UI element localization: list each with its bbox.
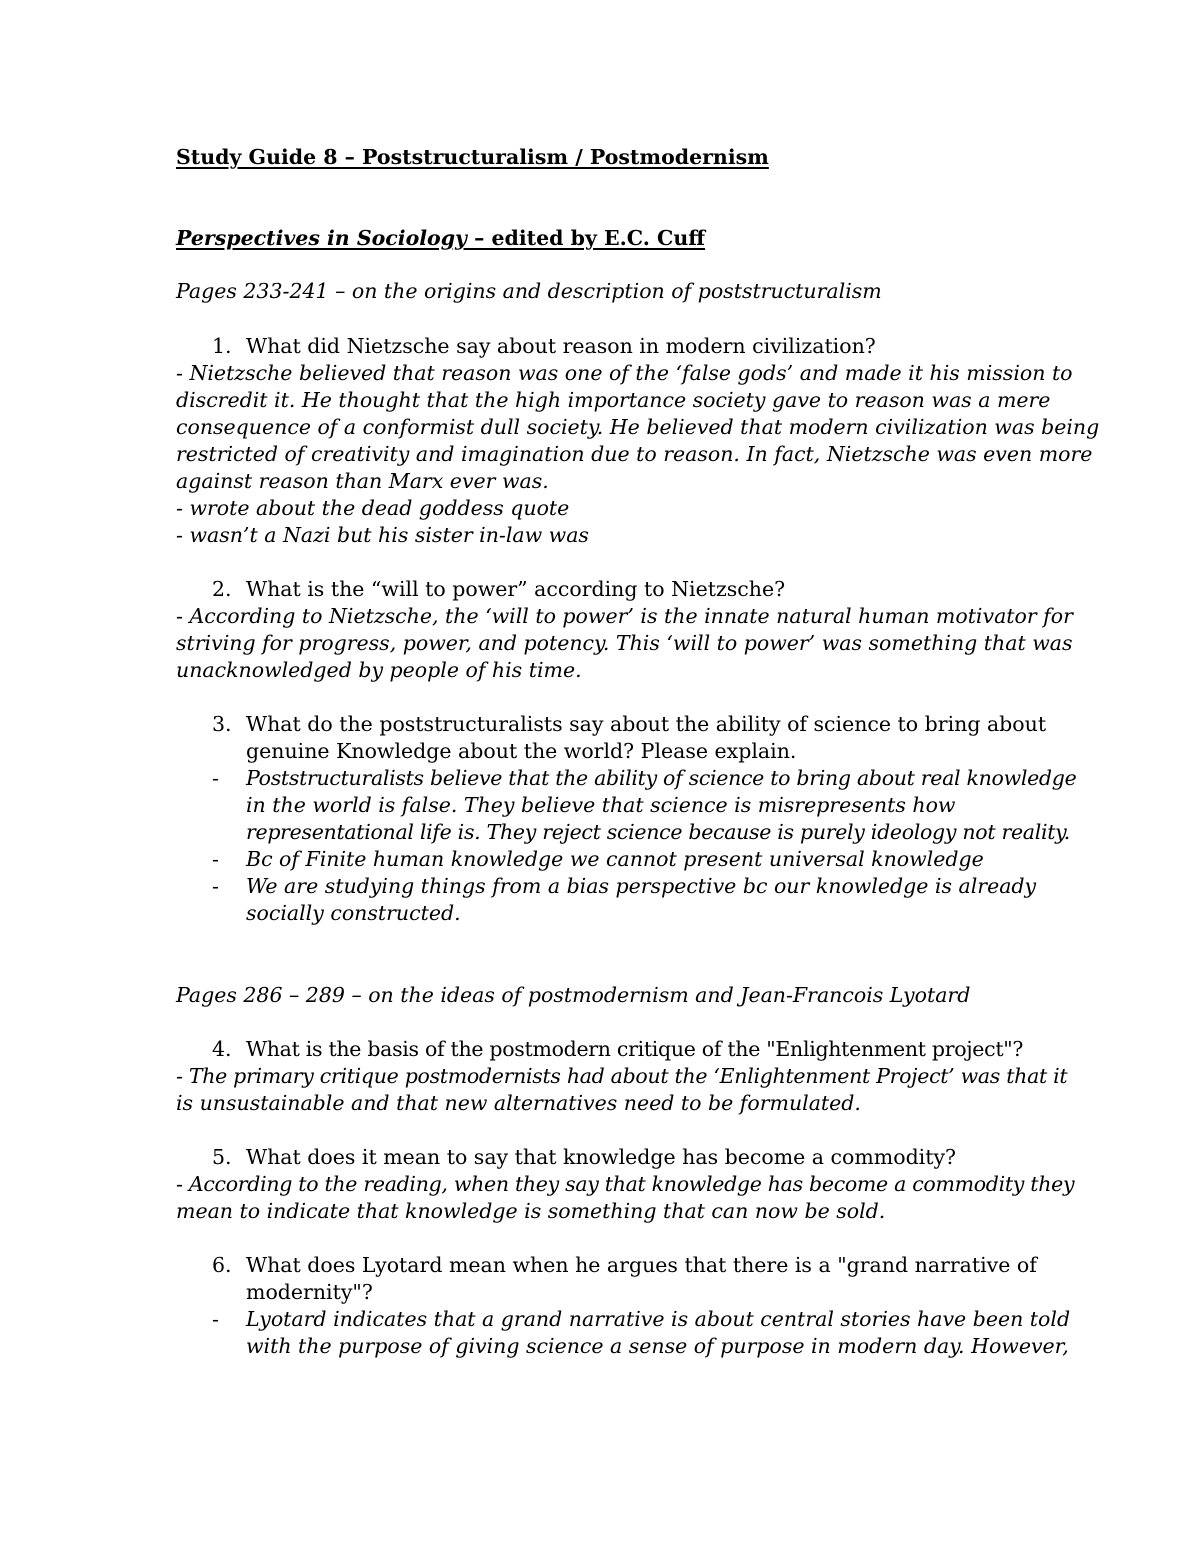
question-4-text: What is the basis of the postmodern critique of the "Enlightenment project"?	[246, 1037, 1024, 1061]
section-heading-2: Pages 286 – 289 – on the ideas of postmodernism and Jean-Francois Lyotard	[176, 983, 971, 1007]
book-editor: – edited by E.C. Cuff	[466, 226, 706, 250]
answer-3-line: socially constructed.	[246, 901, 461, 925]
question-2-text: What is the “will to power” according to Nietzsche?	[246, 577, 786, 601]
answer-5-line: - According to the reading, when they say that knowledge has become a commodity they	[176, 1172, 1075, 1196]
answer-5-line: mean to indicate that knowledge is something that can now be sold.	[176, 1199, 886, 1223]
answer-6-line: Lyotard indicates that a grand narrative is about central stories have been told	[246, 1307, 1071, 1331]
answer-3-line: We are studying things from a bias perspective bc our knowledge is already	[246, 874, 1037, 898]
question-3-number: 3.	[212, 712, 232, 736]
question-6-text: modernity"?	[246, 1280, 373, 1304]
answer-6-line: with the purpose of giving science a sense of purpose in modern day. However,	[246, 1334, 1069, 1358]
answer-1-line: - wasn’t a Nazi but his sister in-law was	[176, 523, 589, 547]
answer-4-line: is unsustainable and that new alternatives need to be formulated.	[176, 1091, 861, 1115]
book-reference	[176, 225, 705, 252]
bullet-dash: -	[212, 874, 219, 898]
answer-2-line: - According to Nietzsche, the ‘will to power’ is the innate natural human motivator for	[176, 604, 1073, 628]
question-2-number: 2.	[212, 577, 232, 601]
answer-2-line: striving for progress, power, and potency. This ‘will to power’ was something that was	[176, 631, 1073, 655]
bullet-dash: -	[212, 766, 219, 790]
question-3-text: genuine Knowledge about the world? Please explain.	[246, 739, 797, 763]
answer-3-line: Bc of Finite human knowledge we cannot present universal knowledge	[246, 847, 984, 871]
answer-3-line: in the world is false. They believe that science is misrepresents how	[246, 793, 956, 817]
answer-2-line: unacknowledged by people of his time.	[176, 658, 582, 682]
question-3-text: What do the poststructuralists say about the ability of science to bring about	[246, 712, 1047, 736]
question-1-number: 1.	[212, 334, 232, 358]
answer-3-line: representational life is. They reject science because is purely ideology not reality.	[246, 820, 1070, 844]
page-title: Study Guide 8 – Poststructuralism / Postmodernism	[176, 145, 769, 169]
answer-3-line: Poststructuralists believe that the ability of science to bring about real knowledge	[246, 766, 1077, 790]
section-heading-1: Pages 233-241 – on the origins and description of poststructuralism	[176, 279, 882, 303]
answer-1-line: restricted of creativity and imagination due to reason. In fact, Nietzsche was even more	[176, 442, 1093, 466]
bullet-dash: -	[212, 1307, 219, 1331]
answer-1-line: against reason than Marx ever was.	[176, 469, 549, 493]
answer-1-line: - wrote about the dead goddess quote	[176, 496, 570, 520]
question-4-number: 4.	[212, 1037, 232, 1061]
answer-1-line: discredit it. He thought that the high importance society gave to reason was a mere	[176, 388, 1051, 412]
question-5-number: 5.	[212, 1145, 232, 1169]
answer-4-line: - The primary critique postmodernists had about the ‘Enlightenment Project’ was that it	[176, 1064, 1068, 1088]
answer-1-line: - Nietzsche believed that reason was one of the ‘false gods’ and made it his mission to	[176, 361, 1073, 385]
bullet-dash: -	[212, 847, 219, 871]
question-6-number: 6.	[212, 1253, 232, 1277]
question-5-text: What does it mean to say that knowledge has become a commodity?	[246, 1145, 957, 1169]
question-6-text: What does Lyotard mean when he argues that there is a "grand narrative of	[246, 1253, 1037, 1277]
book-title: Perspectives in Sociology	[176, 226, 467, 250]
answer-1-line: consequence of a conformist dull society. He believed that modern civilization was being	[176, 415, 1100, 439]
question-1-text: What did Nietzsche say about reason in modern civilization?	[246, 334, 876, 358]
